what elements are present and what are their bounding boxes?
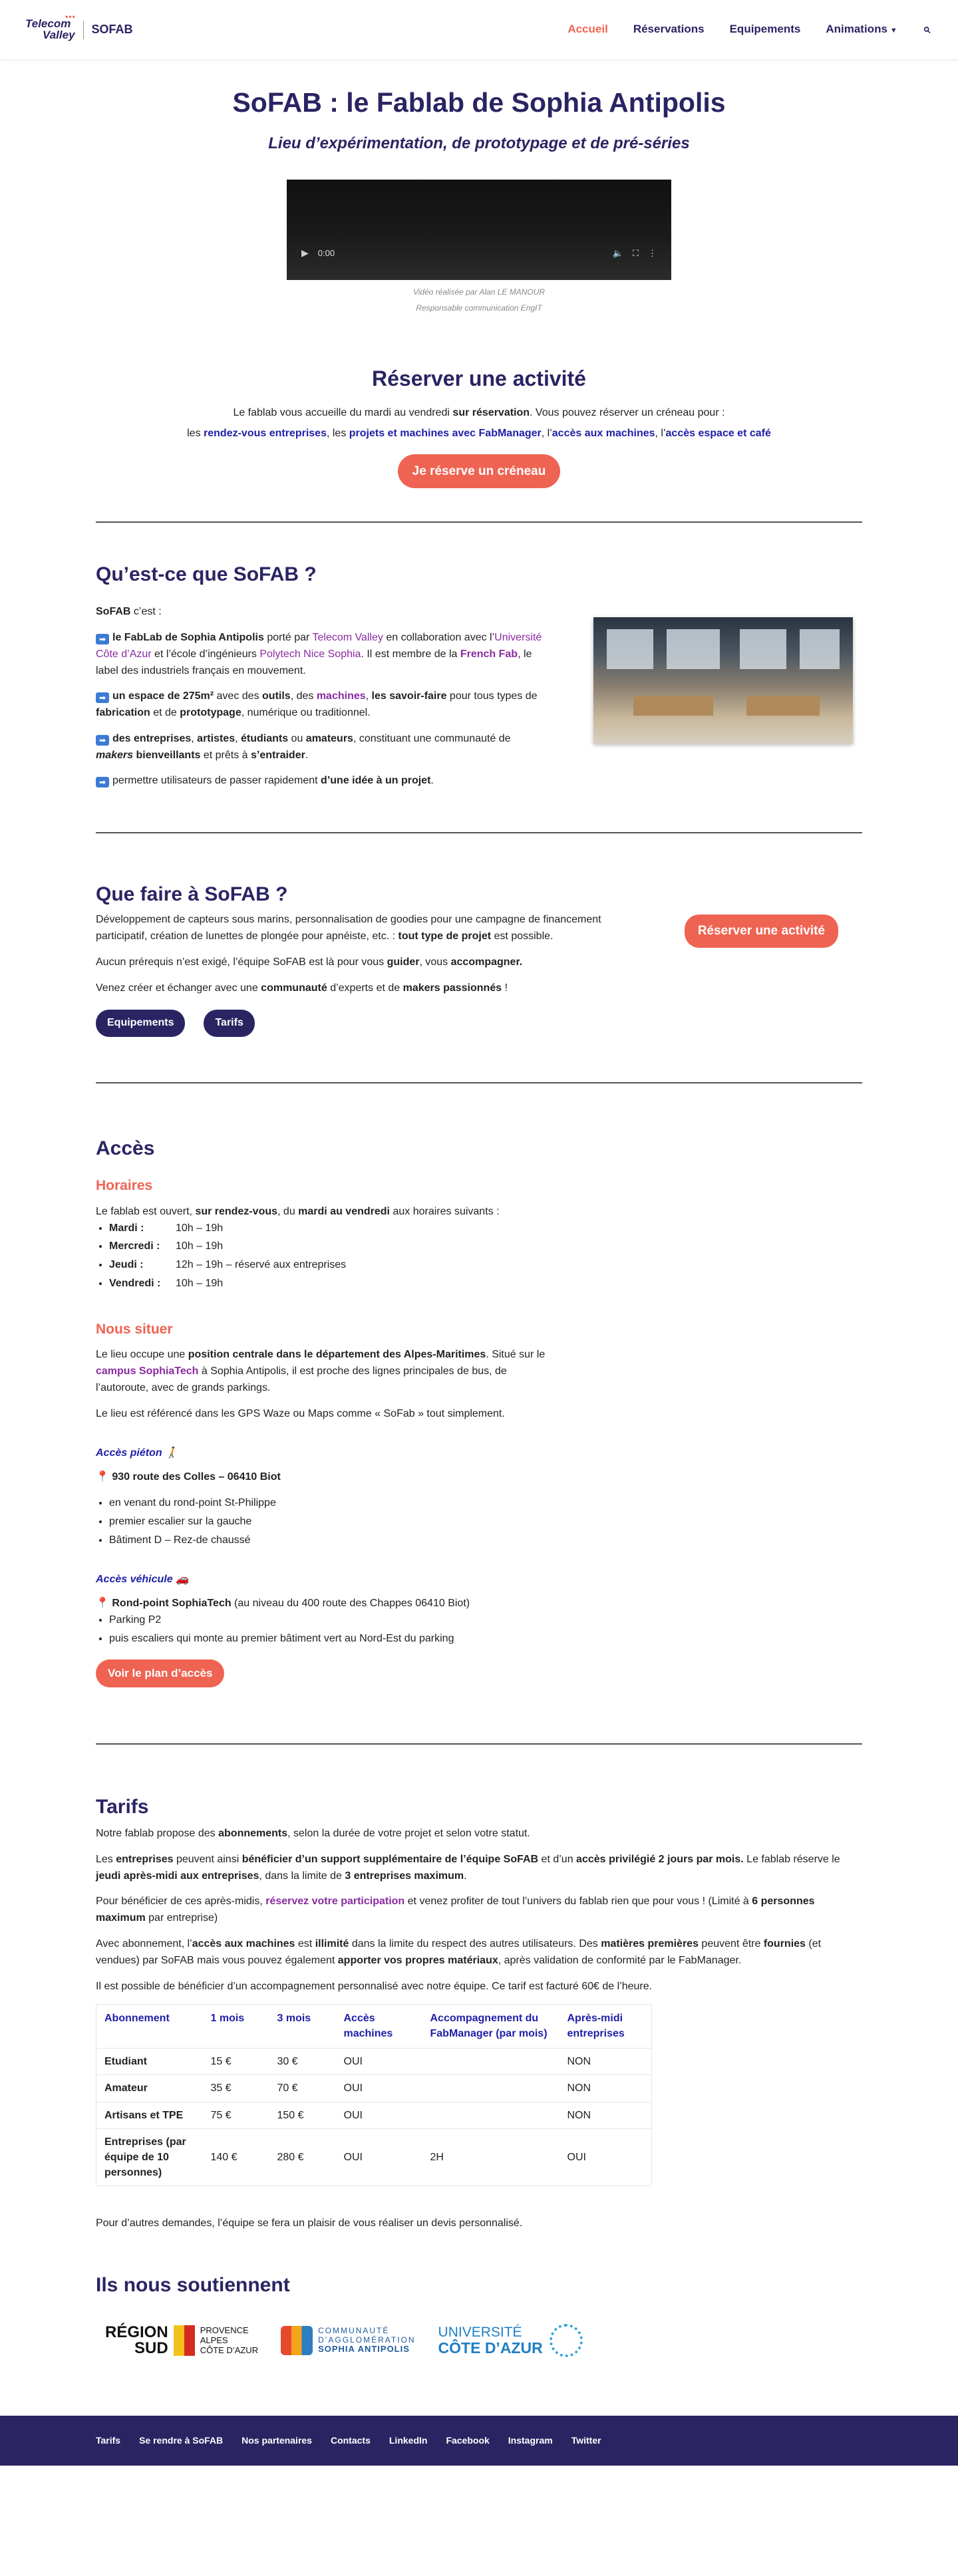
reserve-section bbox=[96, 362, 862, 521]
t: ! bbox=[502, 982, 508, 994]
logo-telecom-text: Telecom bbox=[25, 17, 71, 31]
acces-title: Accès bbox=[96, 1137, 155, 1160]
t: SUD bbox=[134, 2339, 168, 2358]
logo-dots-icon: ••• bbox=[65, 12, 76, 22]
reserve-text-1 bbox=[96, 405, 862, 422]
t: avec des bbox=[214, 690, 263, 702]
arrow-right-icon: ➡ bbox=[96, 735, 109, 746]
what-p2 bbox=[96, 688, 548, 722]
t: accès aux machines bbox=[192, 1938, 295, 1950]
tarifs-p3 bbox=[96, 1894, 862, 1927]
footer-link-tarifs[interactable]: Tarifs bbox=[96, 2434, 121, 2446]
car-icon: 🚗 bbox=[176, 1573, 189, 1585]
t: makers passionnés bbox=[402, 982, 502, 994]
cell: OUI bbox=[559, 2128, 652, 2186]
t: mardi au vendredi bbox=[298, 1205, 390, 1217]
arrow-right-icon: ➡ bbox=[96, 692, 109, 703]
situer-p1 bbox=[96, 1347, 548, 1396]
hours-row bbox=[109, 1276, 548, 1292]
column-header: Abonnement bbox=[96, 2005, 203, 2049]
pricing-table bbox=[96, 2004, 652, 2186]
t: Avec abonnement, l’ bbox=[96, 1938, 192, 1950]
what-intro bbox=[96, 604, 548, 621]
list-item: • Parking P2 bbox=[109, 1612, 548, 1629]
t: SoFAB bbox=[96, 606, 131, 618]
cell: 140 € bbox=[203, 2128, 269, 2186]
hours-row bbox=[109, 1238, 548, 1255]
what-p4 bbox=[96, 773, 548, 789]
t: PROVENCE bbox=[200, 2325, 249, 2335]
t: ou bbox=[288, 732, 306, 744]
t: 10h – 19h bbox=[176, 1278, 224, 1289]
reserve-title: Réserver une activité bbox=[372, 366, 586, 391]
sponsors-section bbox=[96, 2241, 862, 2357]
t: , le label des industriels français en mouvement. bbox=[96, 648, 532, 676]
tarifs-p1 bbox=[96, 1826, 862, 1842]
hours-row bbox=[109, 1257, 548, 1274]
link-french-fab[interactable]: French Fab bbox=[460, 648, 518, 660]
t: c’est : bbox=[130, 606, 162, 618]
list-item: • premier escalier sur la gauche bbox=[109, 1514, 548, 1530]
footer-links bbox=[96, 2416, 862, 2466]
table-header-row bbox=[96, 2005, 652, 2049]
sponsors-title: Ils nous soutiennent bbox=[96, 2274, 290, 2297]
t: 10h – 19h bbox=[176, 1240, 224, 1252]
nav-reservations[interactable]: Réservations bbox=[633, 23, 705, 36]
t: tout type de projet bbox=[398, 930, 492, 942]
t: communauté bbox=[261, 982, 327, 994]
nav-animations[interactable] bbox=[826, 21, 897, 38]
map-pin-icon: 📍 bbox=[96, 1471, 109, 1483]
t: , dans la limite de bbox=[259, 1870, 345, 1882]
cell: 150 € bbox=[269, 2102, 336, 2128]
link-projets-fabmanager[interactable]: projets et machines avec FabManager bbox=[349, 427, 542, 439]
photo-window bbox=[607, 629, 653, 669]
fullscreen-icon[interactable]: ⛶ bbox=[632, 247, 639, 258]
casa-emblem-icon bbox=[281, 2326, 313, 2355]
site-header bbox=[0, 0, 958, 60]
t: 10h – 19h bbox=[176, 1222, 224, 1234]
logo-valley-text: Valley bbox=[43, 28, 75, 41]
t: D’AGGLOMÉRATION bbox=[318, 2335, 416, 2345]
nav-equipements[interactable]: Equipements bbox=[729, 23, 801, 36]
table-row bbox=[96, 2075, 652, 2102]
cell: NON bbox=[559, 2102, 652, 2128]
link-telecom-valley[interactable]: Telecom Valley bbox=[312, 631, 383, 643]
t: 3 entreprises maximum bbox=[345, 1870, 464, 1882]
footer-link-instagram[interactable]: Instagram bbox=[508, 2434, 553, 2446]
footer-link-contacts[interactable]: Contacts bbox=[330, 2434, 371, 2446]
cell: NON bbox=[559, 2049, 652, 2075]
t: SOPHIA ANTIPOLIS bbox=[318, 2344, 410, 2355]
t: en collaboration avec l’ bbox=[383, 631, 495, 643]
t: amateurs bbox=[305, 732, 353, 744]
t: est bbox=[295, 1938, 315, 1950]
t: à Sophia Antipolis, il est proche des lignes principales de bus, de l’autoroute, avec de grands parkings. bbox=[96, 1365, 507, 1393]
walking-person-icon: 🚶 bbox=[165, 1447, 178, 1459]
dofab-p1 bbox=[96, 912, 601, 945]
nav-animations-label: Animations bbox=[826, 23, 887, 36]
horaires-intro bbox=[96, 1204, 548, 1220]
region-sud-text bbox=[105, 2325, 168, 2357]
tarifs-button[interactable]: Tarifs bbox=[204, 1010, 254, 1037]
casa-text bbox=[318, 2327, 415, 2355]
video-player[interactable] bbox=[287, 180, 671, 280]
hero-section bbox=[96, 85, 862, 316]
t: par entreprise) bbox=[145, 1912, 218, 1924]
t: illimité bbox=[315, 1938, 349, 1950]
table-row bbox=[96, 2128, 652, 2186]
tarifs-p6: Pour d’autres demandes, l’équipe se fera un plaisir de vous réaliser un devis personnalisé. bbox=[96, 2218, 523, 2229]
acces-section bbox=[96, 1083, 862, 1743]
t: d’experts et de bbox=[327, 982, 403, 994]
tarifs-title: Tarifs bbox=[96, 1796, 149, 1818]
region-flag-icon bbox=[174, 2325, 195, 2356]
t: , l’ bbox=[655, 427, 666, 439]
t: peuvent ainsi bbox=[173, 1853, 242, 1865]
page-subtitle: Lieu d’expérimentation, de prototypage et de pré-séries bbox=[268, 134, 690, 153]
t: s’entraider bbox=[251, 749, 305, 761]
t: Le fablab vous accueille du mardi au vendredi bbox=[233, 407, 453, 419]
cell: 15 € bbox=[203, 2049, 269, 2075]
t: et prêts à bbox=[200, 749, 251, 761]
site-footer bbox=[0, 2416, 958, 2466]
play-icon[interactable]: ▶ bbox=[301, 247, 309, 258]
link-uca[interactable]: Université Côte d’Azur bbox=[96, 631, 542, 660]
footer-link-se-rendre[interactable]: Se rendre à SoFAB bbox=[139, 2434, 224, 2446]
cell bbox=[422, 2102, 559, 2128]
t: fournies bbox=[763, 1938, 806, 1950]
situer-title: Nous situer bbox=[96, 1321, 173, 1337]
t: , numérique ou traditionnel. bbox=[241, 707, 371, 719]
t: dans la limite du respect des autres utilisateurs. Des bbox=[349, 1938, 601, 1950]
t: les bbox=[187, 427, 204, 439]
t: bénéficier d’un support supplémentaire de l’équipe SoFAB bbox=[241, 1853, 539, 1865]
t: 12h – 19h – réservé aux entreprises bbox=[176, 1259, 347, 1271]
cell: 30 € bbox=[269, 2049, 336, 2075]
t: porté par bbox=[263, 631, 313, 643]
t: sur rendez-vous bbox=[195, 1205, 278, 1217]
t: , après validation de conformité par le FabManager. bbox=[498, 1954, 742, 1966]
photo-window bbox=[740, 629, 786, 669]
region-sud-logo[interactable] bbox=[105, 2325, 258, 2357]
equipements-button[interactable]: Equipements bbox=[96, 1010, 185, 1037]
book-slot-button[interactable]: Je réserve un créneau bbox=[398, 454, 561, 488]
nav-accueil[interactable]: Accueil bbox=[567, 23, 608, 36]
t: . Il est membre de la bbox=[361, 648, 460, 660]
t: peuvent être bbox=[698, 1938, 764, 1950]
t: prototypage bbox=[180, 707, 241, 719]
cell bbox=[422, 2049, 559, 2075]
hours-list bbox=[109, 1220, 548, 1292]
list-item: • en venant du rond-point St-Philippe bbox=[109, 1495, 548, 1512]
cell: Entreprises (par équipe de 10 personnes) bbox=[96, 2128, 203, 2186]
t: position centrale dans le département des Alpes-Maritimes bbox=[188, 1349, 486, 1361]
t: fabrication bbox=[96, 707, 150, 719]
t: Aucun prérequis n’est exigé, l’équipe SoFAB est là pour vous bbox=[96, 956, 387, 968]
t: CÔTE D’AZUR bbox=[200, 2345, 259, 2355]
pieton-address bbox=[96, 1469, 548, 1486]
horaires-title: Horaires bbox=[96, 1178, 153, 1194]
t: Venez créer et échanger avec une bbox=[96, 982, 261, 994]
t: (et vendues) par SoFAB mais vous pouvez également bbox=[96, 1938, 822, 1966]
dofab-text bbox=[96, 912, 601, 1037]
link-rdv-entreprises[interactable]: rendez-vous entreprises bbox=[204, 427, 327, 439]
cell: OUI bbox=[336, 2128, 422, 2186]
t: d’une idée à un projet bbox=[321, 775, 431, 787]
situer-p2: Le lieu est référencé dans les GPS Waze ou Maps comme « SoFab » tout simplement. bbox=[96, 1407, 505, 1419]
t: , bbox=[191, 732, 198, 744]
link-acces-machines[interactable]: accès aux machines bbox=[552, 427, 655, 439]
logo-sofab-text: SOFAB bbox=[91, 22, 133, 36]
t: Pour bénéficier de ces après-midis, bbox=[96, 1896, 266, 1908]
column-header: 1 mois bbox=[203, 2005, 269, 2049]
cell: 35 € bbox=[203, 2075, 269, 2102]
link-machines[interactable]: machines bbox=[316, 690, 366, 702]
tarifs-p2 bbox=[96, 1852, 862, 1885]
cell: 70 € bbox=[269, 2075, 336, 2102]
t: COMMUNAUTÉ bbox=[318, 2325, 390, 2335]
t: CÔTE D’AZUR bbox=[438, 2339, 543, 2357]
footer-link-linkedin[interactable]: LinkedIn bbox=[389, 2434, 428, 2446]
arrow-right-icon: ➡ bbox=[96, 777, 109, 787]
cell: OUI bbox=[336, 2075, 422, 2102]
video-time: 0:00 bbox=[317, 247, 335, 258]
sponsor-logos bbox=[96, 2324, 862, 2357]
t: , vous bbox=[419, 956, 451, 968]
cell: 280 € bbox=[269, 2128, 336, 2186]
t: RÉGION bbox=[105, 2323, 168, 2342]
t: et venez profiter de tout l’univers du fablab rien que pour vous ! (Limité à bbox=[404, 1896, 752, 1908]
reserve-text-2 bbox=[96, 426, 862, 442]
t: artistes bbox=[197, 732, 236, 744]
t: et de bbox=[150, 707, 180, 719]
cell: 2H bbox=[422, 2128, 559, 2186]
t: sur réservation bbox=[452, 407, 530, 419]
t: Accès piéton bbox=[96, 1447, 162, 1459]
table-row bbox=[96, 2049, 652, 2075]
page-title: SoFAB : le Fablab de Sophia Antipolis bbox=[232, 87, 726, 118]
t: abonnements bbox=[218, 1828, 288, 1840]
column-header: Accompagnement du FabManager (par mois) bbox=[422, 2005, 559, 2049]
t: Vendredi : bbox=[109, 1278, 161, 1289]
t: Accès véhicule bbox=[96, 1573, 173, 1585]
t: Notre fablab propose des bbox=[96, 1828, 219, 1840]
main-nav bbox=[567, 19, 930, 40]
t: des entreprises bbox=[112, 732, 192, 744]
t: étudiants bbox=[240, 732, 289, 744]
t: jeudi après-midi aux entreprises bbox=[96, 1870, 259, 1882]
table-row bbox=[96, 2102, 652, 2128]
t: ALPES bbox=[200, 2335, 228, 2345]
access-plan-button[interactable]: Voir le plan d’accès bbox=[96, 1659, 224, 1687]
t: Les bbox=[96, 1853, 116, 1865]
t: un espace de 275m² bbox=[112, 690, 214, 702]
cell bbox=[422, 2075, 559, 2102]
t: Mardi : bbox=[109, 1222, 144, 1234]
t: entreprises bbox=[116, 1853, 174, 1865]
link-campus-sophiatech[interactable]: campus SophiaTech bbox=[96, 1365, 199, 1377]
cell: 75 € bbox=[203, 2102, 269, 2128]
pieton-title bbox=[96, 1445, 548, 1462]
cell: NON bbox=[559, 2075, 652, 2102]
logo-divider bbox=[83, 21, 84, 39]
t: (au niveau du 400 route des Chappes 06410 Biot) bbox=[231, 1598, 470, 1610]
t: makers bbox=[96, 749, 134, 761]
t: Développement de capteurs sous marins, personnalisation de goodies pour une campagne de financement participatif, création de lunettes de plongée pour apnéiste, etc. : bbox=[96, 914, 601, 942]
t: Le fablab est ouvert, bbox=[96, 1205, 196, 1217]
cell: OUI bbox=[336, 2102, 422, 2128]
what-text bbox=[96, 604, 548, 799]
column-header: Après-midi entreprises bbox=[559, 2005, 652, 2049]
dofab-title: Que faire à SoFAB ? bbox=[96, 883, 288, 906]
cell: Etudiant bbox=[96, 2049, 203, 2075]
t: outils bbox=[262, 690, 291, 702]
t: et l’école d’ingénieurs bbox=[151, 648, 260, 660]
vehicule-list bbox=[109, 1612, 548, 1647]
photo-table bbox=[633, 696, 713, 716]
t: 930 route des Colles – 06410 Biot bbox=[112, 1471, 281, 1483]
t: , selon la durée de votre projet et selon votre statut. bbox=[287, 1828, 530, 1840]
t: aux horaires suivants : bbox=[390, 1205, 500, 1217]
dofab-p2 bbox=[96, 954, 601, 971]
link-polytech[interactable]: Polytech Nice Sophia bbox=[259, 648, 361, 660]
reserve-activity-button[interactable]: Réserver une activité bbox=[685, 915, 838, 947]
t: le FabLab de Sophia Antipolis bbox=[112, 631, 264, 643]
t: bienveillants bbox=[133, 749, 201, 761]
t: apporter vos propres matériaux bbox=[337, 1954, 498, 1966]
t: Rond-point SophiaTech bbox=[112, 1598, 232, 1610]
t: Mercredi : bbox=[109, 1240, 160, 1252]
t: guider bbox=[387, 956, 420, 968]
video-caption bbox=[96, 284, 862, 316]
link-acces-cafe[interactable]: accès espace et café bbox=[665, 427, 771, 439]
pieton-list bbox=[109, 1495, 548, 1548]
photo-window bbox=[667, 629, 720, 669]
cell: Artisans et TPE bbox=[96, 2102, 203, 2128]
t: . bbox=[305, 749, 309, 761]
t: accès privilégié 2 jours par mois. bbox=[576, 1853, 744, 1865]
hours-row bbox=[109, 1220, 548, 1237]
footer-link-twitter[interactable]: Twitter bbox=[571, 2434, 601, 2446]
tarifs-p4 bbox=[96, 1936, 862, 1969]
telecom-valley-logo bbox=[25, 12, 76, 41]
column-header: Accès machines bbox=[336, 2005, 422, 2049]
t: pour tous types de bbox=[446, 690, 538, 702]
what-p3 bbox=[96, 731, 548, 764]
t: est possible. bbox=[491, 930, 554, 942]
cell: OUI bbox=[336, 2049, 422, 2075]
what-section bbox=[96, 523, 862, 832]
photo-table bbox=[746, 696, 820, 716]
t: . bbox=[464, 1870, 467, 1882]
what-title: Qu’est-ce que SoFAB ? bbox=[96, 563, 317, 586]
uca-text bbox=[438, 2325, 543, 2357]
map-pin-icon: 📍 bbox=[96, 1598, 109, 1610]
site-logo[interactable] bbox=[25, 12, 133, 41]
t: , bbox=[235, 732, 241, 744]
video-controls bbox=[301, 246, 657, 261]
search-icon[interactable]: ⌕ bbox=[922, 22, 930, 37]
t: matières premières bbox=[601, 1938, 699, 1950]
footer-link-facebook[interactable]: Facebook bbox=[446, 2434, 490, 2446]
fablab-photo bbox=[593, 617, 853, 744]
t: , bbox=[365, 690, 372, 702]
t: UNIVERSITÉ bbox=[438, 2324, 522, 2340]
caption-line-2: Responsable communication EngIT bbox=[416, 303, 542, 313]
t: Jeudi : bbox=[109, 1259, 144, 1271]
chevron-down-icon: ▼ bbox=[889, 27, 897, 35]
cell: Amateur bbox=[96, 2075, 203, 2102]
t: , l’ bbox=[541, 427, 552, 439]
caption-line-1: Vidéo réalisée par Alan LE MANOUR bbox=[412, 287, 546, 297]
t: , du bbox=[277, 1205, 299, 1217]
t: , les bbox=[326, 427, 349, 439]
t: et d’un bbox=[538, 1853, 577, 1865]
t: Le lieu occupe une bbox=[96, 1349, 188, 1361]
tarifs-p5: Il est possible de bénéficier d’un accompagnement personnalisé avec notre équipe. Ce tarif est facturé 60€ de l’heure. bbox=[96, 1980, 653, 1992]
footer-link-partenaires[interactable]: Nos partenaires bbox=[241, 2434, 312, 2446]
t: . bbox=[430, 775, 434, 787]
casa-logo[interactable] bbox=[281, 2326, 415, 2355]
photo-window bbox=[800, 629, 840, 669]
t: . Situé sur le bbox=[486, 1349, 546, 1361]
vehicule-address bbox=[96, 1596, 548, 1612]
t: Le fablab réserve le bbox=[743, 1853, 840, 1865]
pac-text bbox=[200, 2326, 258, 2356]
t: , constituant une communauté de bbox=[353, 732, 511, 744]
list-item: • puis escaliers qui monte au premier bâtiment vert au Nord-Est du parking bbox=[109, 1631, 548, 1647]
t: 6 personnes maximum bbox=[96, 1896, 815, 1924]
t: les savoir-faire bbox=[371, 690, 447, 702]
more-options-icon[interactable]: ⋮ bbox=[648, 247, 657, 258]
tarifs-section bbox=[96, 1745, 862, 2232]
uca-logo[interactable] bbox=[438, 2324, 583, 2357]
dofab-p3 bbox=[96, 980, 601, 997]
volume-icon[interactable]: 🔈 bbox=[612, 247, 623, 258]
vehicule-title bbox=[96, 1572, 548, 1588]
list-item: • Bâtiment D – Rez-de chaussé bbox=[109, 1532, 548, 1549]
column-header: 3 mois bbox=[269, 2005, 336, 2049]
uca-emblem-icon bbox=[550, 2324, 583, 2357]
t: . Vous pouvez réserver un créneau pour : bbox=[530, 407, 725, 419]
arrow-right-icon: ➡ bbox=[96, 634, 109, 644]
t: permettre utilisateurs de passer rapidement bbox=[112, 775, 321, 787]
what-p1 bbox=[96, 630, 548, 679]
t: , des bbox=[290, 690, 317, 702]
link-reserve-participation[interactable]: réservez votre participation bbox=[265, 1896, 405, 1908]
t: accompagner. bbox=[450, 956, 523, 968]
dofab-section bbox=[96, 833, 862, 1082]
